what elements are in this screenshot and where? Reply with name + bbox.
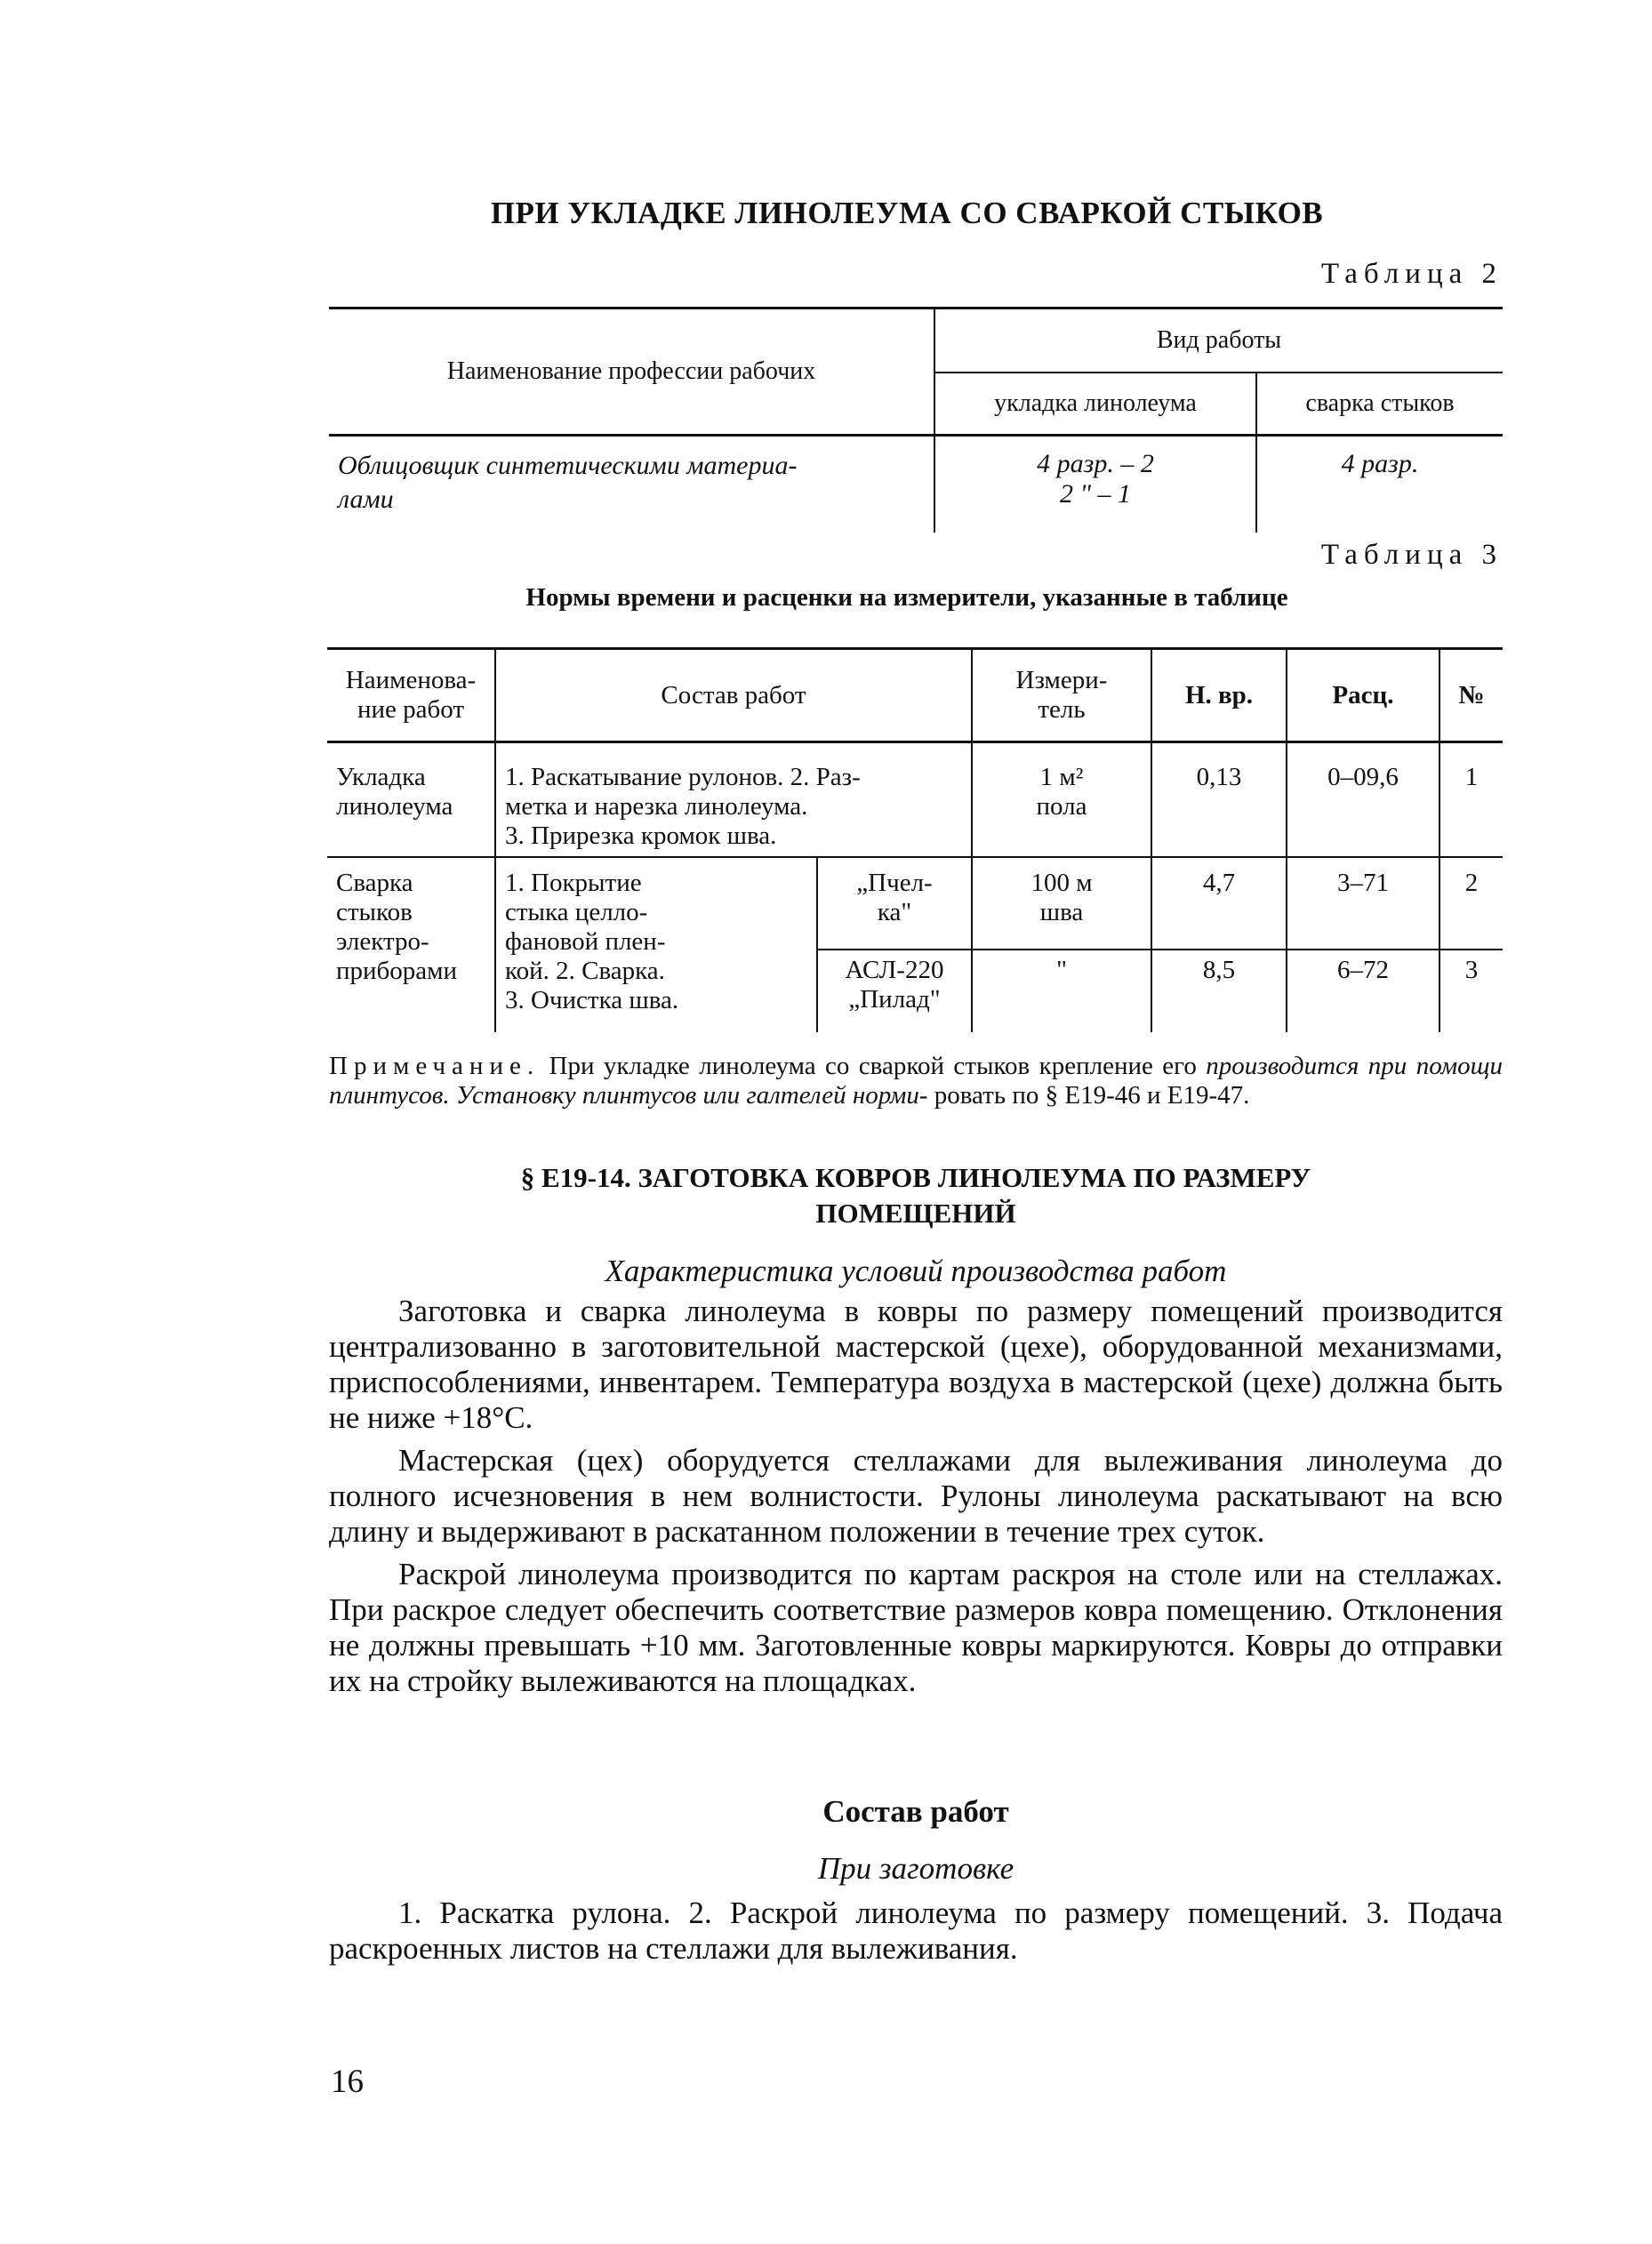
- table3-header-izm-line: тель: [1038, 695, 1086, 724]
- table3-row2b-device-line: АСЛ-220: [845, 956, 944, 984]
- table2-profession-line: лами: [338, 485, 394, 514]
- table3-header-nvr: Н. вр.: [1151, 649, 1287, 742]
- table3-header-izm: [972, 649, 1151, 742]
- table3-row2a-num: 2: [1439, 857, 1503, 950]
- table3-row1-izm: [972, 742, 1151, 858]
- table3-row1-name-line: Укладка: [336, 763, 426, 791]
- table3-row1-sostav-line: 3. Прирезка кромок шва.: [505, 821, 777, 850]
- table2-cell-welding: 4 разр.: [1256, 436, 1503, 533]
- table2-header-laying: укладка линолеума: [934, 373, 1256, 436]
- sostav-subtitle: При заготовке: [817, 1851, 1014, 1886]
- table3-row2-sostav-line: 3. Очистка шва.: [505, 986, 679, 1014]
- page-number: 16: [331, 2064, 364, 2100]
- paragraph: Раскрой линолеума производится по картам раскроя на столе или на стеллажах. При раскрое следует обеспечить соответствие размеров ковра помещению. Отклонения не должны превышать +10 мм. Заготовленные ковры маркируются. Ковры до отправки их на стройку вылеживаются на площадках.: [329, 1557, 1503, 1698]
- table3-row1-sostav-line: метка и нарезка линолеума.: [505, 792, 808, 821]
- table3-row2a-izm-line: шва: [1039, 898, 1084, 926]
- table3-row2a-device-line: „Пчел-: [856, 869, 933, 897]
- table2-cell-laying: [934, 436, 1256, 533]
- paragraph: Заготовка и сварка линолеума в ковры по размеру помещений производится централизованно в заготовительной мастерской (цехе), оборудованной механизмами, приспособлениями, инвентарем. Температура воздуха в мастерской (цехе) должна быть не ниже +18°С.: [329, 1294, 1503, 1435]
- table3-header-izm-line: Измери-: [1015, 666, 1108, 694]
- paragraph: Мастерская (цех) оборудуется стеллажами для вылеживания линолеума до полного исчезновения в нем волнистости. Рулоны линолеума раскатывают на всю длину и выдерживают в раскатанном положении в течение трех суток.: [329, 1443, 1503, 1549]
- section-title: [329, 1160, 1503, 1231]
- table3-row2a-izm-line: 100 м: [1030, 869, 1093, 897]
- table3-row2b-izm: ": [972, 950, 1151, 1032]
- table3-row1-izm-line: пола: [1036, 792, 1087, 821]
- table3-row1-name: [327, 742, 495, 858]
- table3-header-name-line: Наименова-: [345, 666, 477, 694]
- section-title-line: § Е19-14. ЗАГОТОВКА КОВРОВ ЛИНОЛЕУМА ПО РАЗМЕРУ: [520, 1162, 1311, 1193]
- table3-row2a-rasc: 3–71: [1287, 857, 1439, 950]
- note-text: производится при помощи плинтусов. Установку плинтусов или галтелей норми-: [329, 1052, 1503, 1110]
- table3-row2a-izm: [972, 857, 1151, 950]
- table-3: [327, 647, 1503, 1032]
- table-note: [329, 1052, 1503, 1110]
- table3-row2a-nvr: 4,7: [1151, 857, 1287, 950]
- table3-caption: Таблица 3: [1320, 539, 1503, 571]
- table2-header-welding: сварка стыков: [1256, 373, 1503, 436]
- table3-row2-sostav-line: кой. 2. Сварка.: [505, 957, 665, 985]
- table3-row2b-nvr: 8,5: [1151, 950, 1287, 1032]
- table3-row2-sostav-line: фановой плен-: [505, 927, 666, 956]
- table3-row1-izm-line: 1 м²: [1039, 763, 1084, 791]
- note-label: Примечание.: [329, 1052, 541, 1080]
- table3-header-name: [327, 649, 495, 742]
- table2-caption: Таблица 2: [1320, 258, 1503, 290]
- table3-row2-name-line: Сварка: [336, 869, 413, 897]
- table3-row2-name-line: стыков: [336, 898, 413, 926]
- page-heading: ПРИ УКЛАДКЕ ЛИНОЛЕУМА СО СВАРКОЙ СТЫКОВ: [490, 196, 1324, 230]
- table3-row2b-device-line: „Пилад": [848, 985, 941, 1014]
- table3-header-num: №: [1439, 649, 1503, 742]
- table3-row2-sostav: [495, 857, 817, 1032]
- table3-row2-name: [327, 857, 495, 1032]
- table2-laying-line: 4 разр. – 2: [1037, 449, 1154, 478]
- table3-row2a-device: [817, 857, 972, 950]
- table3-row1-num: 1: [1439, 742, 1503, 858]
- note-text: ровать по § Е19-46 и Е19-47.: [934, 1081, 1250, 1110]
- table3-row2b-num: 3: [1439, 950, 1503, 1032]
- table2-header-profession: Наименование профессии рабочих: [329, 309, 934, 436]
- table3-row1-sostav-line: 1. Раскатывание рулонов. 2. Раз-: [505, 763, 861, 791]
- note-text: При укладке линолеума со сваркой стыков крепление его: [540, 1052, 1207, 1080]
- table3-row2b-rasc: 6–72: [1287, 950, 1439, 1032]
- table3-row1-name-line: линолеума: [336, 792, 453, 821]
- table3-header-sostav: Состав работ: [495, 649, 972, 742]
- table2-cell-profession: [329, 436, 934, 533]
- table2-laying-line: 2 " – 1: [1059, 479, 1132, 509]
- table3-header-rasc: Расц.: [1287, 649, 1439, 742]
- table3-row1-rasc: 0–09,6: [1287, 742, 1439, 858]
- table3-row1-sostav: [495, 742, 972, 858]
- section-body: [329, 1294, 1503, 1706]
- table2-header-work-type: Вид работы: [934, 309, 1503, 373]
- table2-profession-line: Облицовщик синтетическими материа-: [338, 451, 798, 480]
- section-title-line: ПОМЕЩЕНИЙ: [815, 1198, 1016, 1229]
- table3-row2-sostav-line: 1. Покрытие: [505, 869, 642, 897]
- table3-row1-nvr: 0,13: [1151, 742, 1287, 858]
- sostav-body: [329, 1895, 1503, 1974]
- sostav-title: Состав работ: [822, 1794, 1009, 1829]
- table3-row2a-device-line: ка": [877, 898, 912, 926]
- table3-row2-name-line: приборами: [336, 957, 458, 985]
- table3-row2-name-line: электро-: [336, 927, 429, 956]
- table3-title: Нормы времени и расценки на измерители, указанные в таблице: [525, 583, 1288, 612]
- table3-row2-sostav-line: стыка целло-: [505, 898, 648, 926]
- table-2: [329, 307, 1503, 533]
- table3-row2b-device: [817, 950, 972, 1032]
- section-subtitle: Характеристика условий производства работ: [605, 1254, 1227, 1288]
- paragraph: 1. Раскатка рулона. 2. Раскрой линолеума по размеру помещений. 3. Подача раскроенных листов на стеллажи для вылеживания.: [329, 1895, 1503, 1966]
- table3-header-name-line: ние работ: [357, 695, 465, 724]
